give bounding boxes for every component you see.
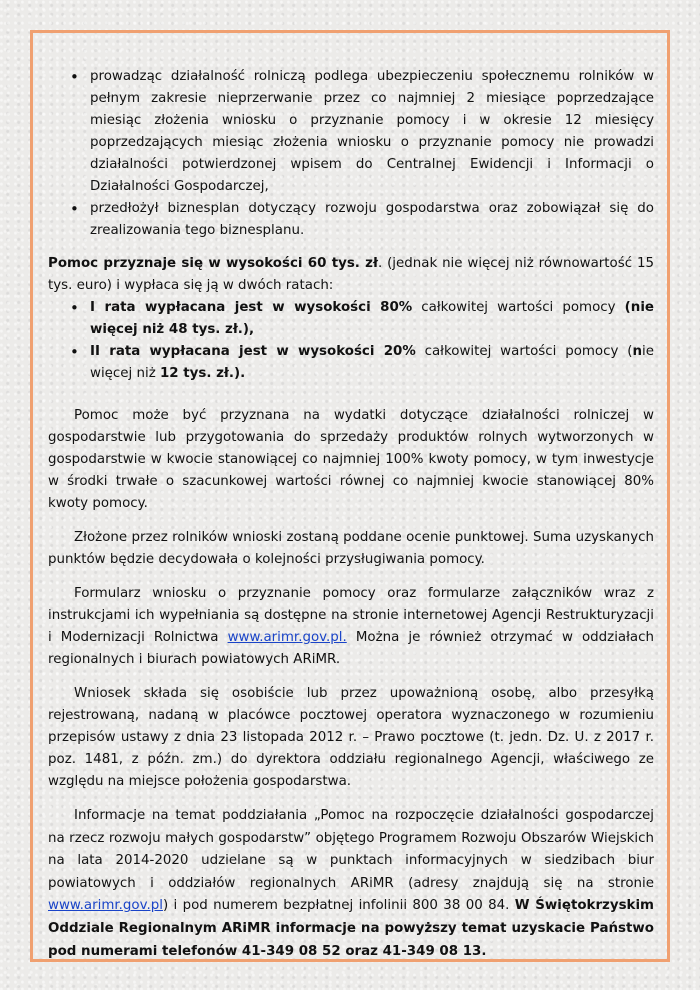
aid-amount-bold: Pomoc przyznaje się w wysokości 60 tys. zł [48,256,378,271]
installments-list [48,297,654,385]
installment-2-bold: II rata wypłacana jest w wysokości 20% [90,344,416,359]
document-body [48,66,654,963]
eligibility-list [48,66,654,242]
aid-amount-paragraph [48,253,654,297]
list-item: • prowadząc działalność rolniczą podlega ubezpieczeniu społecznemu rolników w pełnym zakresie nieprzerwanie przez co najmniej 2 miesiące poprzedzające miesiąc złożenia wniosku o przyznanie pomocy i w okresie 12 miesięcy poprzedzających miesiąc złożenia wniosku o przyznanie pomocy nie prowadzi działalności potwierdzonej wpisem do Centralnej Ewidencji i Informacji o Działalności Gospodarczej, [48,66,654,198]
installment-2-text: całkowitej wartości pomocy ( [415,344,633,359]
expenses-paragraph: Pomoc może być przyznana na wydatki dotyczące działalności rolniczej w gospodarstwie lub przygotowania do sprzedaży produktów rolnych wytworzonych w gospodarstwie w kwocie stanowiącej co najmniej 100% kwoty pomocy, w tym inwestycje w środki trwałe o szacunkowej wartości równej co najmniej kwocie stanowiącej 80% kwoty pomocy. [48,408,654,511]
submission-paragraph: Wniosek składa się osobiście lub przez upoważnioną osobę, albo przesyłką rejestrowaną, nadaną w placówce pocztowej operatora wyznaczonego w rozumieniu przepisów ustawy z dnia 23 listopada 2012 r. – Prawo pocztowe (t. jedn. Dz. U. z 2017 r. poz. 1481, z późn. zm.) do dyrektora oddziału regionalnego Agencji, właściwego ze względu na miejsce położenia gospodarstwa. [48,686,654,789]
installment-2-text-2: ie więcej niż [90,344,654,381]
installment-2-limit: 12 tys. zł.). [159,366,246,381]
forms-text: Formularz wniosku o przyznanie pomocy oraz formularze załączników wraz z instrukcjami ich wypełniania są dostępne na stronie internetowej Agencji Restrukturyzacji i Modernizacji Rolnictwa [48,586,654,645]
list-item [48,297,654,341]
installment-1-limit: (nie więcej niż 48 tys. zł.), [90,300,654,337]
installment-1-bold: I rata wypłacana jest w wysokości 80% [90,300,413,315]
forms-text-after: Można je również otrzymać w oddziałach regionalnych i biurach powiatowych ARiMR. [48,630,654,667]
arimr-link-2[interactable]: www.arimr.gov.pl [48,898,163,914]
scoring-paragraph: Złożone przez rolników wnioski zostaną poddane ocenie punktowej. Suma uzyskanych punktów będzie decydowała o kolejności przysługiwania pomocy. [48,530,654,567]
list-item [48,341,654,385]
forms-paragraph [48,583,654,671]
list-item: • przedłożył biznesplan dotyczący rozwoju gospodarstwa oraz zobowiązał się do zrealizowania tego biznesplanu. [48,198,654,242]
installment-1-text: całkowitej wartości pomocy [412,300,625,315]
info-text: Informacje na temat poddziałania „Pomoc na rozpoczęcie działalności gospodarczej na rzecz rozwoju małych gospodarstw” objętego Programem Rozwoju Obszarów Wiejskich na lata 2014-2020 udzielane są w punktach informacyjnych w siedzibach biur powiatowych i oddziałów regionalnych ARiMR (adresy znajdują się na stronie [48,808,654,891]
aid-amount-rest: . (jednak nie więcej niż równowartość 15 tys. euro) i wypłaca się ją w dwóch ratach: [48,256,655,293]
arimr-link[interactable]: www.arimr.gov.pl. [227,630,347,645]
info-text-middle: ) i pod numerem bezpłatnej infolinii 800 38 00 84. [162,898,515,914]
info-phone-bold: W Świętokrzyskim Oddziale Regionalnym ARiMR informacje na powyższy temat uzyskacie Państwo pod numerami telefonów 41-349 08 52 oraz 41-349 08 13. [48,898,654,959]
installment-2-bold-n: n [632,344,643,359]
info-paragraph [48,805,654,963]
